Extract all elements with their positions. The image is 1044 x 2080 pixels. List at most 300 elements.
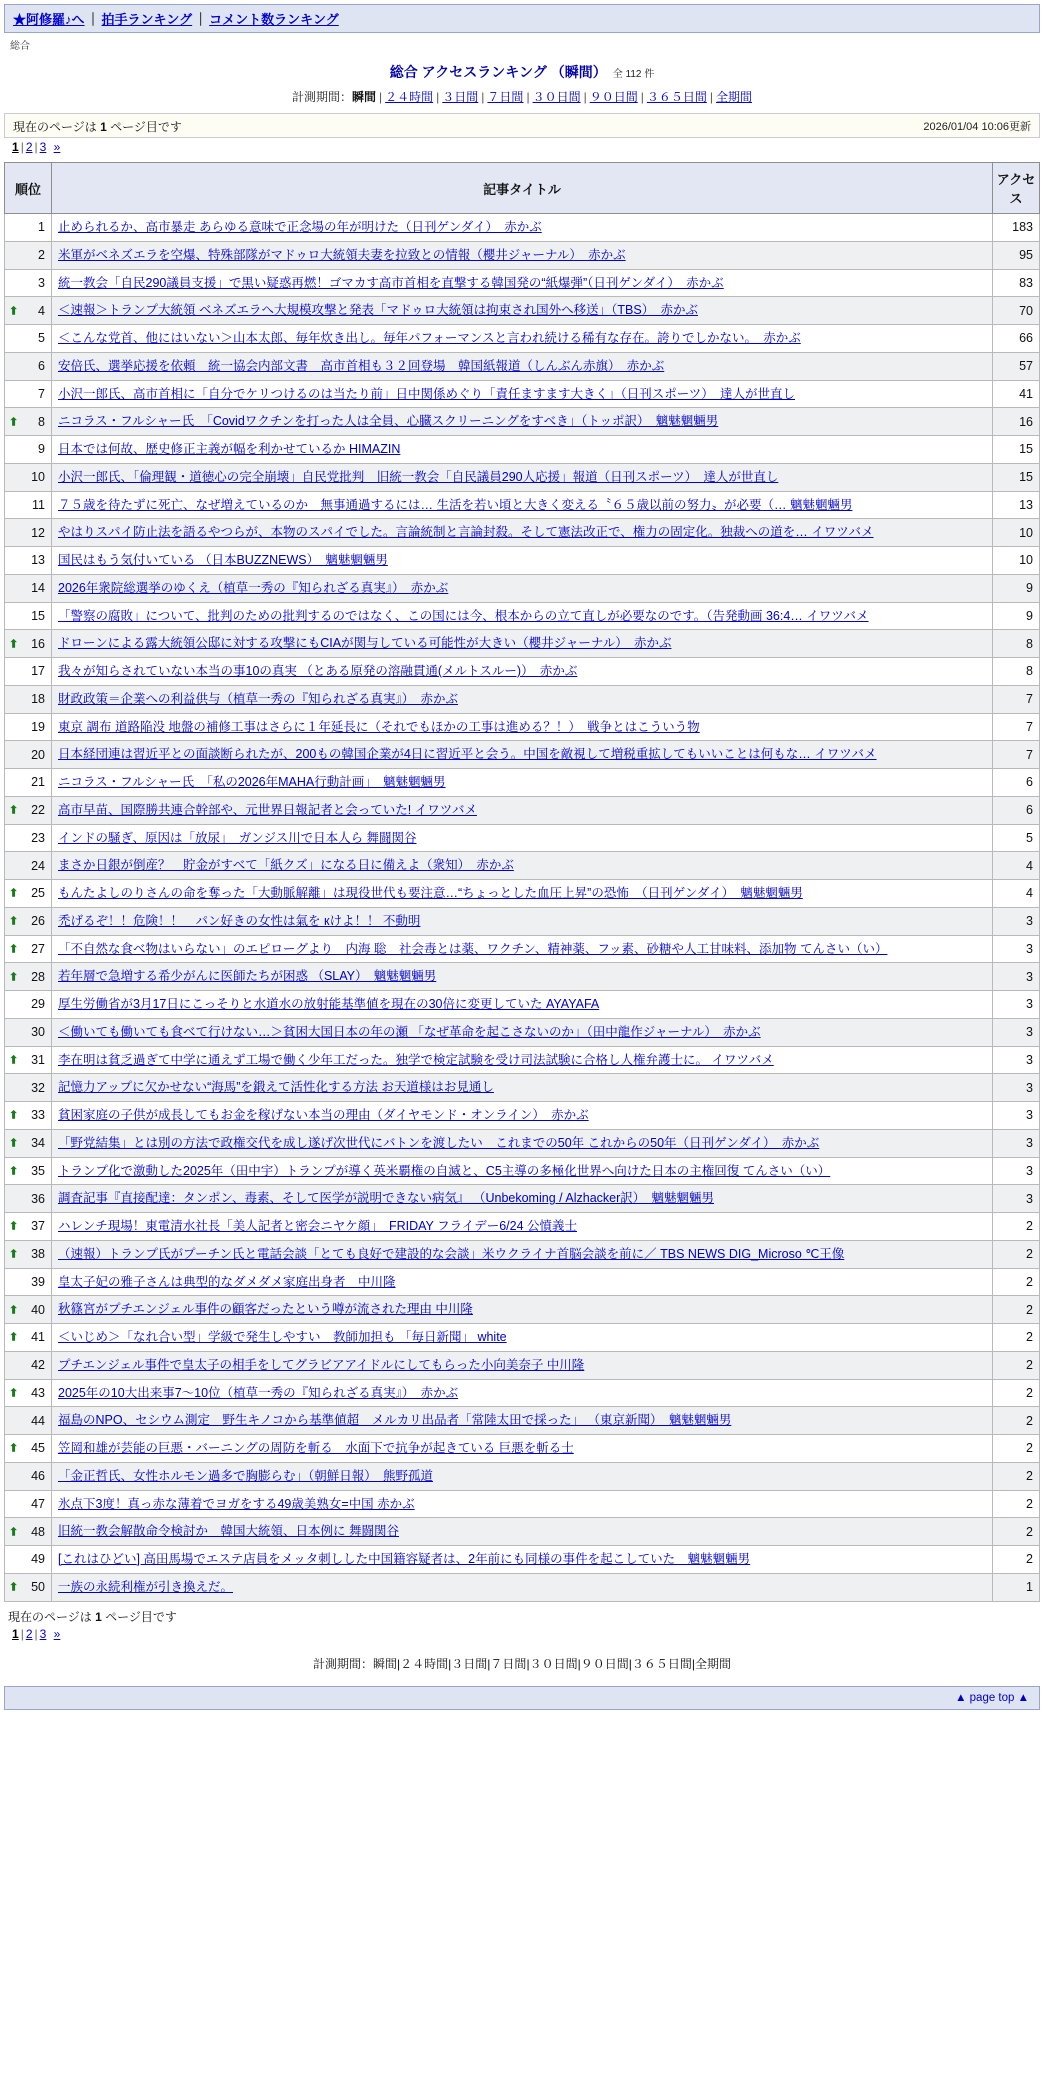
- article-link[interactable]: 2025年の10大出来事7〜10位（植草一秀の『知られざる真実』） 赤かぶ: [58, 1385, 459, 1400]
- period-link-3d-bottom[interactable]: ３日間: [451, 1656, 488, 1671]
- rank-cell: [5, 436, 52, 464]
- table-row: [5, 352, 1040, 380]
- period-link-all-bottom[interactable]: 全期間: [694, 1656, 731, 1671]
- rank-value: 4: [38, 303, 45, 318]
- rank-value: 12: [31, 525, 45, 540]
- column-header-title: 記事タイトル: [52, 163, 993, 214]
- rank-cell: [5, 214, 52, 242]
- rank-cell: [5, 1518, 52, 1546]
- pager-link-3-bottom[interactable]: 3: [39, 1626, 47, 1641]
- period-link-365d-bottom[interactable]: ３６５日間: [631, 1656, 692, 1671]
- title-cell: [52, 1546, 993, 1574]
- page-top-bar: [4, 1686, 1040, 1710]
- title-cell: [52, 741, 993, 769]
- title-cell: [52, 1435, 993, 1463]
- period-link-all-top[interactable]: 全期間: [715, 90, 752, 104]
- title-cell: [52, 769, 993, 797]
- article-link[interactable]: 2026年衆院総選挙のゆくえ（植草一秀の『知られざる真実』） 赤かぶ: [58, 580, 449, 595]
- title-cell: [52, 269, 993, 297]
- title-cell: [52, 658, 993, 686]
- table-row: [5, 907, 1040, 935]
- rank-up-icon: ⬆: [9, 1304, 19, 1317]
- access-count-cell: 4: [993, 880, 1040, 908]
- table-row: [5, 658, 1040, 686]
- rank-value: 46: [31, 1469, 45, 1484]
- access-count-cell: 5: [993, 824, 1040, 852]
- access-count-cell: 3: [993, 1185, 1040, 1213]
- title-cell: [52, 1268, 993, 1296]
- table-row: [5, 602, 1040, 630]
- period-link-30d-bottom[interactable]: ３０日間: [529, 1656, 578, 1671]
- rank-value: 18: [31, 692, 45, 707]
- rank-value: 8: [38, 414, 45, 429]
- table-row: [5, 796, 1040, 824]
- title-cell: [52, 685, 993, 713]
- title-cell: [52, 1324, 993, 1352]
- access-count-cell: 16: [993, 408, 1040, 436]
- rank-value: 9: [38, 442, 45, 457]
- rank-cell: [5, 1546, 52, 1574]
- table-row: [5, 436, 1040, 464]
- article-link[interactable]: 禿げるぞ！！危険！！ パン好きの女性は氣を кけよ！！ 不動明: [58, 913, 421, 928]
- article-link[interactable]: 「警察の腐敗」について、批判のための批判するのではなく、この国には今、根本からの立て直しが必要なのです。（告発動画 36:4… イワツバメ: [58, 608, 869, 623]
- table-row: [5, 1518, 1040, 1546]
- access-count-cell: 2: [993, 1379, 1040, 1407]
- rank-cell: [5, 1102, 52, 1130]
- article-link[interactable]: 財政政策＝企業への利益供与（植草一秀の『知られざる真実』） 赤かぶ: [58, 691, 459, 706]
- period-bar-b6: |: [628, 1656, 632, 1671]
- access-count-cell: 8: [993, 658, 1040, 686]
- article-link[interactable]: ＜こんな党首、他にはいない＞山本太郎、毎年炊き出し。毎年パフォーマンスと言われ続ける稀有な存在。誇りでしかない。 赤かぶ: [58, 331, 801, 345]
- title-cell: [52, 935, 993, 963]
- article-link[interactable]: 調査記事『直接配達：タンポン、毒素、そして医学が説明できない病気』 （Unbekoming / Alzhacker訳） 魑魅魍魎男: [58, 1191, 715, 1206]
- access-count-cell: 66: [993, 325, 1040, 353]
- period-bar-b2: |: [448, 1656, 452, 1671]
- ranking-page: [0, 4, 1044, 1710]
- rank-value: 7: [38, 386, 45, 401]
- rank-value: 43: [31, 1385, 45, 1400]
- nav-link-asyura[interactable]: ★阿修羅♪へ: [13, 12, 85, 27]
- rank-cell: [5, 1296, 52, 1324]
- rank-cell: [5, 658, 52, 686]
- access-count-cell: 7: [993, 713, 1040, 741]
- article-link[interactable]: 秋篠宮がプチエンジェル事件の顧客だったという噂が流された理由 中川隆: [58, 1302, 473, 1317]
- table-row: [5, 991, 1040, 1019]
- pager-link-next-bottom[interactable]: »: [53, 1626, 61, 1641]
- rank-cell: [5, 602, 52, 630]
- table-row: [5, 1129, 1040, 1157]
- rank-cell: [5, 769, 52, 797]
- table-row: [5, 1018, 1040, 1046]
- rank-up-icon: ⬆: [9, 971, 19, 984]
- pager-top: [12, 140, 1040, 154]
- article-link[interactable]: 「不自然な食べ物はいらない」のエピローグより 内海 聡 社会毒とは薬、ワクチン、精神薬、フッ素、砂糖や人工甘味料、添加物 てんさい（い）: [58, 941, 888, 956]
- pager-link-3-top[interactable]: 3: [39, 140, 47, 154]
- title-cell: [52, 1046, 993, 1074]
- page-status-bottom-before: 現在のページは: [8, 1609, 96, 1624]
- pager-link-2-top[interactable]: 2: [25, 140, 33, 154]
- article-link[interactable]: 小沢一郎氏、高市首相に「自分でケリつけるのは当たり前」日中関係めぐり「責任ますます大きく」（日刊スポーツ） 達人が世直し: [58, 386, 796, 401]
- period-link-90d-top[interactable]: ９０日間: [589, 90, 638, 104]
- rank-value: 23: [31, 830, 45, 845]
- rank-value: 1: [38, 220, 45, 235]
- rank-cell: [5, 491, 52, 519]
- page-status-bottom-number: 1: [95, 1609, 102, 1624]
- period-bar-t3: |: [481, 90, 485, 104]
- period-bar-t7: |: [709, 90, 713, 104]
- rank-cell: [5, 1379, 52, 1407]
- title-cell: [52, 380, 993, 408]
- article-link[interactable]: ７５歳を待たずに死亡、なぜ増えているのか 無事通過するには… 生活を若い頃と大きく変える〝６５歳以前の努力〟が必要（… 魑魅魍魎男: [58, 497, 853, 512]
- period-bar-t1: |: [379, 90, 383, 104]
- table-row: [5, 1213, 1040, 1241]
- title-cell: [52, 408, 993, 436]
- access-count-cell: 7: [993, 741, 1040, 769]
- article-link[interactable]: もんたよしのりさんの命を奪った「大動脈解離」は現役世代も要注意…“ちょっとした血圧上昇”の恐怖 （日刊ゲンダイ） 魑魅魍魎男: [58, 886, 803, 900]
- table-header-row: [5, 163, 1040, 214]
- article-link[interactable]: インドの騒ぎ、原因は「放尿」 ガンジス川で日本人ら 舞闘関谷: [58, 830, 417, 845]
- rank-up-icon: ⬆: [9, 416, 19, 429]
- title-cell: [52, 602, 993, 630]
- period-selector-top: [0, 88, 1044, 105]
- period-link-365d-top[interactable]: ３６５日間: [646, 90, 707, 104]
- period-bar-t4: |: [526, 90, 530, 104]
- article-link[interactable]: 日本では何故、歴史修正主義が幅を利かせているか HIMAZIN: [58, 442, 401, 456]
- period-current-bottom: 瞬間: [373, 1656, 398, 1671]
- article-link[interactable]: [これはひどい] 高田馬場でエステ店員をメッタ刺しした中国籍容疑者は、2年前にも同様の事件を起こしていた 魑魅魍魎男: [58, 1552, 751, 1566]
- article-link[interactable]: 福島のNPO、セシウム測定 野生キノコから基準値超 メルカリ出品者「常陸太田で採った」 （東京新聞） 魑魅魍魎男: [58, 1413, 732, 1428]
- rank-cell: [5, 741, 52, 769]
- access-count-cell: 3: [993, 963, 1040, 991]
- rank-cell: [5, 1351, 52, 1379]
- period-bar-t6: |: [640, 90, 644, 104]
- article-link[interactable]: 統一教会「自民290議員支援」で黒い疑惑再燃！ゴマカす高市首相を直撃する韓国発の“紙爆弾”（日刊ゲンダイ） 赤かぶ: [58, 275, 724, 290]
- article-link[interactable]: プチエンジェル事件で皇太子の相手をしてグラビアアイドルにしてもらった小向美奈子 中川隆: [58, 1357, 585, 1372]
- title-cell: [52, 325, 993, 353]
- title-cell: [52, 1296, 993, 1324]
- table-row: [5, 713, 1040, 741]
- rank-up-icon: ⬆: [9, 1442, 19, 1455]
- column-header-access: アクセス: [993, 163, 1040, 214]
- table-row: [5, 574, 1040, 602]
- pager-bottom: [12, 1627, 1036, 1641]
- rank-up-icon: ⬆: [9, 943, 19, 956]
- rank-value: 40: [31, 1302, 45, 1317]
- period-link-30d-top[interactable]: ３０日間: [532, 90, 581, 104]
- rank-value: 49: [31, 1552, 45, 1567]
- table-row: [5, 1435, 1040, 1463]
- table-row: [5, 824, 1040, 852]
- rank-value: 37: [31, 1219, 45, 1234]
- access-count-cell: 3: [993, 1018, 1040, 1046]
- page-status-bar: [4, 113, 1040, 138]
- rank-cell: [5, 907, 52, 935]
- pager-bar-t3: [46, 140, 53, 154]
- period-link-90d-bottom[interactable]: ９０日間: [580, 1656, 629, 1671]
- rank-value: 17: [31, 664, 45, 679]
- page-title: [0, 62, 1044, 82]
- nav-separator-2: ｜: [194, 12, 208, 27]
- table-row: [5, 1546, 1040, 1574]
- access-count-cell: 10: [993, 547, 1040, 575]
- access-count-cell: 2: [993, 1296, 1040, 1324]
- access-count-cell: 6: [993, 796, 1040, 824]
- table-row: [5, 214, 1040, 242]
- access-count-cell: 2: [993, 1518, 1040, 1546]
- access-count-cell: 3: [993, 935, 1040, 963]
- article-link[interactable]: 「野党結集」とは別の方法で政権交代を成し遂げ次世代にバトンを渡したい これまでの50年 これからの50年（日刊ゲンダイ） 赤かぶ: [58, 1135, 820, 1150]
- article-link[interactable]: ドローンによる露大統領公邸に対する攻撃にもCIAが関与している可能性が大きい（櫻井ジャーナル） 赤かぶ: [58, 636, 672, 651]
- access-count-cell: 70: [993, 297, 1040, 325]
- rank-value: 35: [31, 1163, 45, 1178]
- article-link[interactable]: ＜速報＞トランプ大統領 ベネズエラへ大規模攻撃と発表「マドゥロ大統領は拘束され国外へ移送」（TBS） 赤かぶ: [58, 303, 698, 318]
- period-link-7d-bottom[interactable]: ７日間: [490, 1656, 527, 1671]
- title-cell: [52, 907, 993, 935]
- table-row: [5, 241, 1040, 269]
- table-row: [5, 1324, 1040, 1352]
- title-cell: [52, 519, 993, 547]
- rank-value: 31: [31, 1052, 45, 1067]
- access-count-cell: 2: [993, 1213, 1040, 1241]
- rank-up-icon: ⬆: [9, 1109, 19, 1122]
- title-cell: [52, 463, 993, 491]
- rank-value: 28: [31, 969, 45, 984]
- pager-link-next-top[interactable]: »: [53, 140, 61, 154]
- rank-cell: [5, 935, 52, 963]
- rank-cell: [5, 1018, 52, 1046]
- rank-value: 15: [31, 608, 45, 623]
- rank-value: 36: [31, 1191, 45, 1206]
- access-count-cell: 3: [993, 991, 1040, 1019]
- period-link-3d-top[interactable]: ３日間: [442, 90, 479, 104]
- rank-value: 22: [31, 803, 45, 818]
- rank-up-icon: ⬆: [9, 1387, 19, 1400]
- access-count-cell: 2: [993, 1490, 1040, 1518]
- article-link[interactable]: 貧困家庭の子供が成長してもお金を稼げない本当の理由（ダイヤモンド・オンライン） 赤かぶ: [58, 1108, 589, 1122]
- title-cell: [52, 297, 993, 325]
- article-link[interactable]: 東京 調布 道路陥没 地盤の補修工事はさらに１年延長に（それでもほかの工事は進める？！） 戦争とはこういう物: [58, 719, 700, 734]
- table-row: [5, 1296, 1040, 1324]
- table-row: [5, 547, 1040, 575]
- rank-value: 5: [38, 331, 45, 346]
- title-cell: [52, 1213, 993, 1241]
- page-status-after: ページ目です: [106, 120, 182, 134]
- pager-bar-b1: |: [20, 1626, 24, 1641]
- ranking-table-body: [5, 214, 1040, 1602]
- period-label-bottom: 計測期間：: [312, 1656, 373, 1671]
- rank-value: 25: [31, 886, 45, 901]
- title-cell: [52, 991, 993, 1019]
- article-link[interactable]: 記憶力アップに欠かせない“海馬”を鍛えて活性化する方法 お天道様はお見通し: [58, 1080, 494, 1095]
- access-count-cell: 2: [993, 1435, 1040, 1463]
- title-cell: [52, 436, 993, 464]
- rank-cell: [5, 1213, 52, 1241]
- page-status-bottom: [8, 1608, 1040, 1641]
- rank-value: 10: [31, 470, 45, 485]
- rank-cell: [5, 241, 52, 269]
- rank-value: 48: [31, 1524, 45, 1539]
- rank-value: 24: [31, 858, 45, 873]
- title-cell: [52, 1185, 993, 1213]
- rank-cell: [5, 547, 52, 575]
- nav-link-comment-ranking[interactable]: コメント数ランキング: [209, 12, 339, 27]
- rank-cell: [5, 1240, 52, 1268]
- period-bar-b3: |: [487, 1656, 491, 1671]
- breadcrumb: 総合: [10, 41, 30, 52]
- rank-value: 11: [32, 497, 45, 512]
- article-link[interactable]: 止められるか、高市暴走 あらゆる意味で正念場の年が明けた（日刊ゲンダイ） 赤かぶ: [58, 220, 542, 234]
- access-count-cell: 2: [993, 1240, 1040, 1268]
- pager-bar-b2: |: [34, 1626, 38, 1641]
- article-link[interactable]: 李在明は貧乏過ぎて中学に通えず工場で働く少年工だった。独学で検定試験を受け司法試験に合格し人権弁護士に。 イワツバメ: [58, 1052, 774, 1067]
- page-status-bottom-after: ページ目です: [101, 1609, 177, 1624]
- rank-cell: [5, 630, 52, 658]
- rank-cell: [5, 1324, 52, 1352]
- rank-cell: [5, 796, 52, 824]
- title-cell: [52, 1379, 993, 1407]
- title-cell: [52, 1518, 993, 1546]
- article-link[interactable]: 旧統一教会解散命令検討か 韓国大統領、日本例に 舞闘関谷: [58, 1524, 399, 1539]
- article-link[interactable]: 高市早苗、国際勝共連合幹部や、元世界日報記者と会っていた! イワツバメ: [58, 802, 477, 817]
- period-bar-b5: |: [577, 1656, 581, 1671]
- article-link[interactable]: （速報）トランプ氏がプーチン氏と電話会談「とても良好で建設的な会談」米ウクライナ首脳会談を前に／ TBS NEWS DIG_Microso ℃王像: [58, 1246, 845, 1261]
- pager-current-top[interactable]: 1: [12, 140, 19, 154]
- table-row: [5, 630, 1040, 658]
- table-row: [5, 1268, 1040, 1296]
- rank-up-icon: ⬆: [9, 1248, 19, 1261]
- access-count-cell: 57: [993, 352, 1040, 380]
- rank-up-icon: ⬆: [9, 1331, 19, 1344]
- rank-cell: [5, 519, 52, 547]
- rank-up-icon: ⬆: [9, 804, 19, 817]
- rank-cell: [5, 297, 52, 325]
- access-count-cell: 3: [993, 1046, 1040, 1074]
- rank-cell: [5, 1185, 52, 1213]
- article-link[interactable]: 安倍氏、選挙応援を依頼 統一協会内部文書 高市首相も３２回登場 韓国紙報道（しんぶん赤旗） 赤かぶ: [58, 358, 665, 373]
- article-link[interactable]: やはりスパイ防止法を語るやつらが、本物のスパイでした。言論統制と言論封殺。そして憲法改正で、権力の固定化。独裁への道を… イワツバメ: [58, 525, 874, 540]
- table-row: [5, 408, 1040, 436]
- rank-value: 13: [31, 553, 45, 568]
- rank-value: 45: [31, 1441, 45, 1456]
- access-count-cell: 83: [993, 269, 1040, 297]
- rank-value: 3: [38, 275, 45, 290]
- article-link[interactable]: ニコラス・フルシャー氏 「Covidワクチンを打った人は全員、心臓スクリーニングをすべき」（トッポ訳） 魑魅魍魎男: [58, 414, 719, 429]
- article-link[interactable]: 小沢一郎氏、「倫理観・道徳心の完全崩壊」自民党批判 旧統一教会「自民議員290人応援」報道（日刊スポーツ） 達人が世直し: [58, 469, 779, 484]
- title-cell: [52, 352, 993, 380]
- rank-cell: [5, 713, 52, 741]
- rank-value: 14: [31, 581, 45, 596]
- rank-value: 26: [31, 914, 45, 929]
- rank-value: 42: [31, 1358, 45, 1373]
- table-row: [5, 1074, 1040, 1102]
- rank-value: 29: [31, 997, 45, 1012]
- rank-up-icon: ⬆: [9, 1581, 19, 1594]
- access-count-cell: 10: [993, 519, 1040, 547]
- rank-value: 32: [31, 1080, 45, 1095]
- article-link[interactable]: ＜いじめ＞「なれ合い型」学級で発生しやすい 教師加担も 「毎日新聞」 white: [58, 1330, 507, 1344]
- table-row: [5, 741, 1040, 769]
- article-link[interactable]: 厚生労働省が3月17日にこっそりと水道水の放射能基準値を現在の30倍に変更していた AYAYAFA: [58, 997, 600, 1011]
- rank-cell: [5, 1435, 52, 1463]
- rank-cell: [5, 824, 52, 852]
- access-count-cell: 9: [993, 574, 1040, 602]
- rank-value: 30: [31, 1025, 45, 1040]
- page-status-number: 1: [100, 120, 107, 134]
- access-count-cell: 2: [993, 1351, 1040, 1379]
- table-row: [5, 491, 1040, 519]
- pager-current-bottom[interactable]: 1: [12, 1626, 19, 1641]
- title-cell: [52, 1157, 993, 1185]
- rank-value: 16: [31, 636, 45, 651]
- title-cell: [52, 1351, 993, 1379]
- title-cell: [52, 1490, 993, 1518]
- title-cell: [52, 1462, 993, 1490]
- access-count-cell: 183: [993, 214, 1040, 242]
- period-bar-t2: |: [436, 90, 440, 104]
- access-count-cell: 3: [993, 1129, 1040, 1157]
- title-cell: [52, 963, 993, 991]
- period-label-top: 計測期間：: [291, 90, 352, 104]
- pager-link-2-bottom[interactable]: 2: [25, 1626, 33, 1641]
- access-count-cell: 3: [993, 1102, 1040, 1130]
- access-count-cell: 15: [993, 436, 1040, 464]
- article-link[interactable]: ハレンチ現場！東電清水社長「美人記者と密会ニヤケ顔」 FRIDAY フライデー6/24 公憤義士: [58, 1219, 578, 1233]
- period-bar-b7: |: [691, 1656, 695, 1671]
- title-cell: [52, 824, 993, 852]
- article-link[interactable]: 笠岡和雄が芸能の巨悪・バーニングの周防を斬る 水面下で抗争が起きている 巨悪を斬る士: [58, 1441, 574, 1455]
- article-link[interactable]: トランプ化で激動した2025年（田中宇）トランプが導く英米覇権の自滅と、C5主導の多極化世界へ向けた日本の主権回復 てんさい（い）: [58, 1163, 831, 1178]
- article-link[interactable]: 日本経団連は習近平との面談断られたが、200もの韓国企業が4日に習近平と会う。中国を敵視して増税重拡してもいいことは何もな… イワツバメ: [58, 747, 877, 762]
- title-cell: [52, 852, 993, 880]
- article-link[interactable]: 一族の永続利権が引き換えだ。: [58, 1579, 234, 1594]
- article-link[interactable]: 「金正哲氏、女性ホルモン過多で胸膨らむ」（朝鮮日報） 熊野孤道: [58, 1468, 434, 1483]
- page-top-link[interactable]: ▲ page top ▲: [955, 1691, 1029, 1704]
- article-link[interactable]: まさか日銀が倒産？ 貯金がすべて「紙クズ」になる日に備えよ（衆知） 赤かぶ: [58, 858, 514, 873]
- access-count-cell: 2: [993, 1546, 1040, 1574]
- rank-cell: [5, 380, 52, 408]
- article-link[interactable]: 米軍がベネズエラを空爆、特殊部隊がマドゥロ大統領夫妻を拉致との情報（櫻井ジャーナル） 赤かぶ: [58, 247, 626, 262]
- article-link[interactable]: 国民はもう気付いている （日本BUZZNEWS） 魑魅魍魎男: [58, 553, 388, 567]
- article-link[interactable]: 皇太子妃の雅子さんは典型的なダメダメ家庭出身者 中川隆: [58, 1274, 396, 1289]
- period-link-24h-bottom[interactable]: ２４時間: [400, 1656, 449, 1671]
- period-link-7d-top[interactable]: ７日間: [487, 90, 524, 104]
- access-count-cell: 8: [993, 630, 1040, 658]
- article-link[interactable]: 我々が知らされていない本当の事10の真実 （とある原発の溶融貫通(メルトスルー)） 赤かぶ: [58, 664, 578, 678]
- access-count-cell: 41: [993, 380, 1040, 408]
- period-link-24h-top[interactable]: ２４時間: [385, 90, 434, 104]
- table-row: [5, 685, 1040, 713]
- table-row: [5, 1102, 1040, 1130]
- title-cell: [52, 574, 993, 602]
- access-count-cell: 3: [993, 1157, 1040, 1185]
- table-row: [5, 1185, 1040, 1213]
- nav-link-applause-ranking[interactable]: 拍手ランキング: [101, 12, 193, 27]
- access-count-cell: 7: [993, 685, 1040, 713]
- rank-value: 41: [31, 1330, 45, 1345]
- rank-cell: [5, 325, 52, 353]
- period-bar-b1: |: [397, 1656, 401, 1671]
- article-link[interactable]: ニコラス・フルシャー氏 「私の2026年MAHA行動計画」 魑魅魍魎男: [58, 775, 446, 789]
- period-selector-bottom: [0, 1655, 1044, 1672]
- article-link[interactable]: 若年層で急増する希少がんに医師たちが困惑 （SLAY） 魑魅魍魎男: [58, 969, 437, 984]
- article-link[interactable]: ＜働いても働いても食べて行けない…＞貧困大国日本の年の瀬 「なぜ革命を起こさないのか」（田中龍作ジャーナル） 赤かぶ: [58, 1024, 761, 1039]
- article-link[interactable]: 氷点下3度！真っ赤な薄着でヨガをする49歳美熟女=中国 赤かぶ: [58, 1496, 415, 1511]
- table-row: [5, 1490, 1040, 1518]
- table-row: [5, 519, 1040, 547]
- rank-value: 39: [31, 1274, 45, 1289]
- rank-cell: [5, 1462, 52, 1490]
- page-status-text: [13, 118, 182, 135]
